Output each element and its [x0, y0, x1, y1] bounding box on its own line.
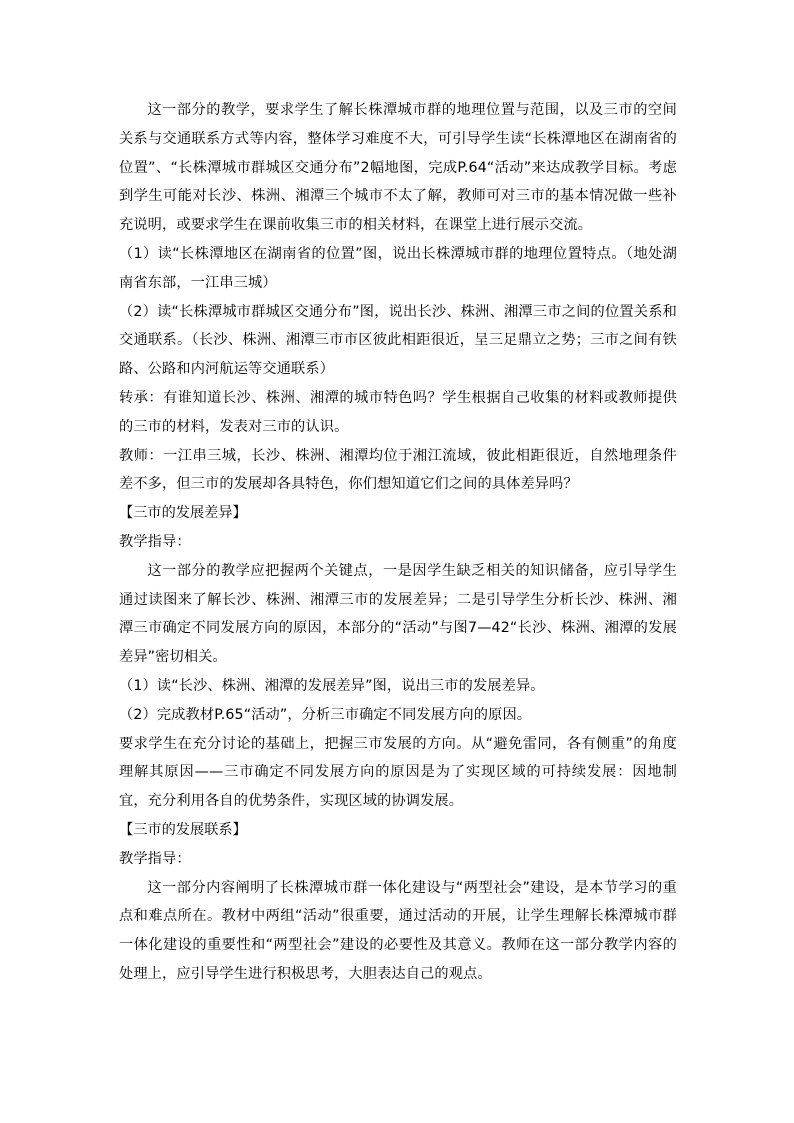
paragraph-connections-guidance: 这一部分内容阐明了长株潭城市群一体化建设与“两型社会”建设，是本节学习的重点和难点所在。教材中两组“活动”很重要，通过活动的开展，让学生理解长株潭城市群一体化建设的重要性和“两型社会”建设的必要性及其意义。教师在这一部分教学内容的处理上，应引导学生进行积极思考，大胆表达自己的观点。: [119, 879, 677, 982]
question-item-1-location: （1）读“长株潭地区在湖南省的位置”图，说出长株潭城市群的地理位置特点。（地处湖南省东部，一江串三城）: [119, 245, 677, 291]
question-item-2-activity: （2）完成教材P.65“活动”，分析三市确定不同发展方向的原因。: [119, 706, 532, 723]
paragraph-location-intro: 这一部分的教学，要求学生了解长株潭城市群的地理位置与范围，以及三市的空间关系与交通联系方式等内容，整体学习难度不大，可引导学生读“长株潭地区在湖南省的位置”、“长株潭城市群城区交通分布”2幅地图，完成P.64“活动”来达成教学目标。考虑到学生可能对长沙、株洲、湘潭三个城市不太了解，教师可对三市的基本情况做一些补充说明，或要求学生在课前收集三市的相关材料，在课堂上进行展示交流。: [119, 102, 677, 234]
paragraph-transition: 转承：有谁知道长沙、株洲、湘潭的城市特色吗？学生根据自己收集的材料或教师提供的三市的材料，发表对三市的认识。: [119, 389, 677, 435]
question-item-1-differences: （1）读“长沙、株洲、湘潭的发展差异”图，说出三市的发展差异。: [119, 677, 545, 694]
paragraph-differences-guidance: 这一部分的教学应把握两个关键点，一是因学生缺乏相关的知识储备，应引导学生通过读图来了解长沙、株洲、湘潭三市的发展差异；二是引导学生分析长沙、株洲、湘潭三市确定不同发展方向的原因，本部分的“活动”与图7—42“长沙、株洲、湘潭的发展差异”密切相关。: [119, 562, 677, 666]
teaching-guidance-label: 教学指导：: [119, 850, 191, 867]
section-heading-development-connections: 【三市的发展联系】: [119, 821, 247, 838]
question-item-2-transport: （2）读“长株潭城市群城区交通分布”图，说出长沙、株洲、湘潭三市之间的位置关系和交通联系。（长沙、株洲、湘潭三市市区彼此相距很近，呈三足鼎立之势；三市之间有铁路、公路和内河航运等交通联系）: [119, 303, 677, 378]
paragraph-discussion-requirement: 要求学生在充分讨论的基础上，把握三市发展的方向。从“避免雷同，各有侧重”的角度理解其原因——三市确定不同发展方向的原因是为了实现区域的可持续发展：因地制宜，充分利用各自的优势条件，实现区域的协调发展。: [119, 735, 677, 810]
document-body: [119, 96, 677, 989]
section-heading-development-differences: 【三市的发展差异】: [119, 505, 247, 522]
teaching-guidance-label: 教学指导：: [119, 533, 191, 550]
paragraph-teacher-remark: 教师：一江串三城，长沙、株洲、湘潭均位于湘江流域，彼此相距很近，自然地理条件差不多，但三市的发展却各具特色，你们想知道它们之间的具体差异吗？: [119, 447, 677, 493]
